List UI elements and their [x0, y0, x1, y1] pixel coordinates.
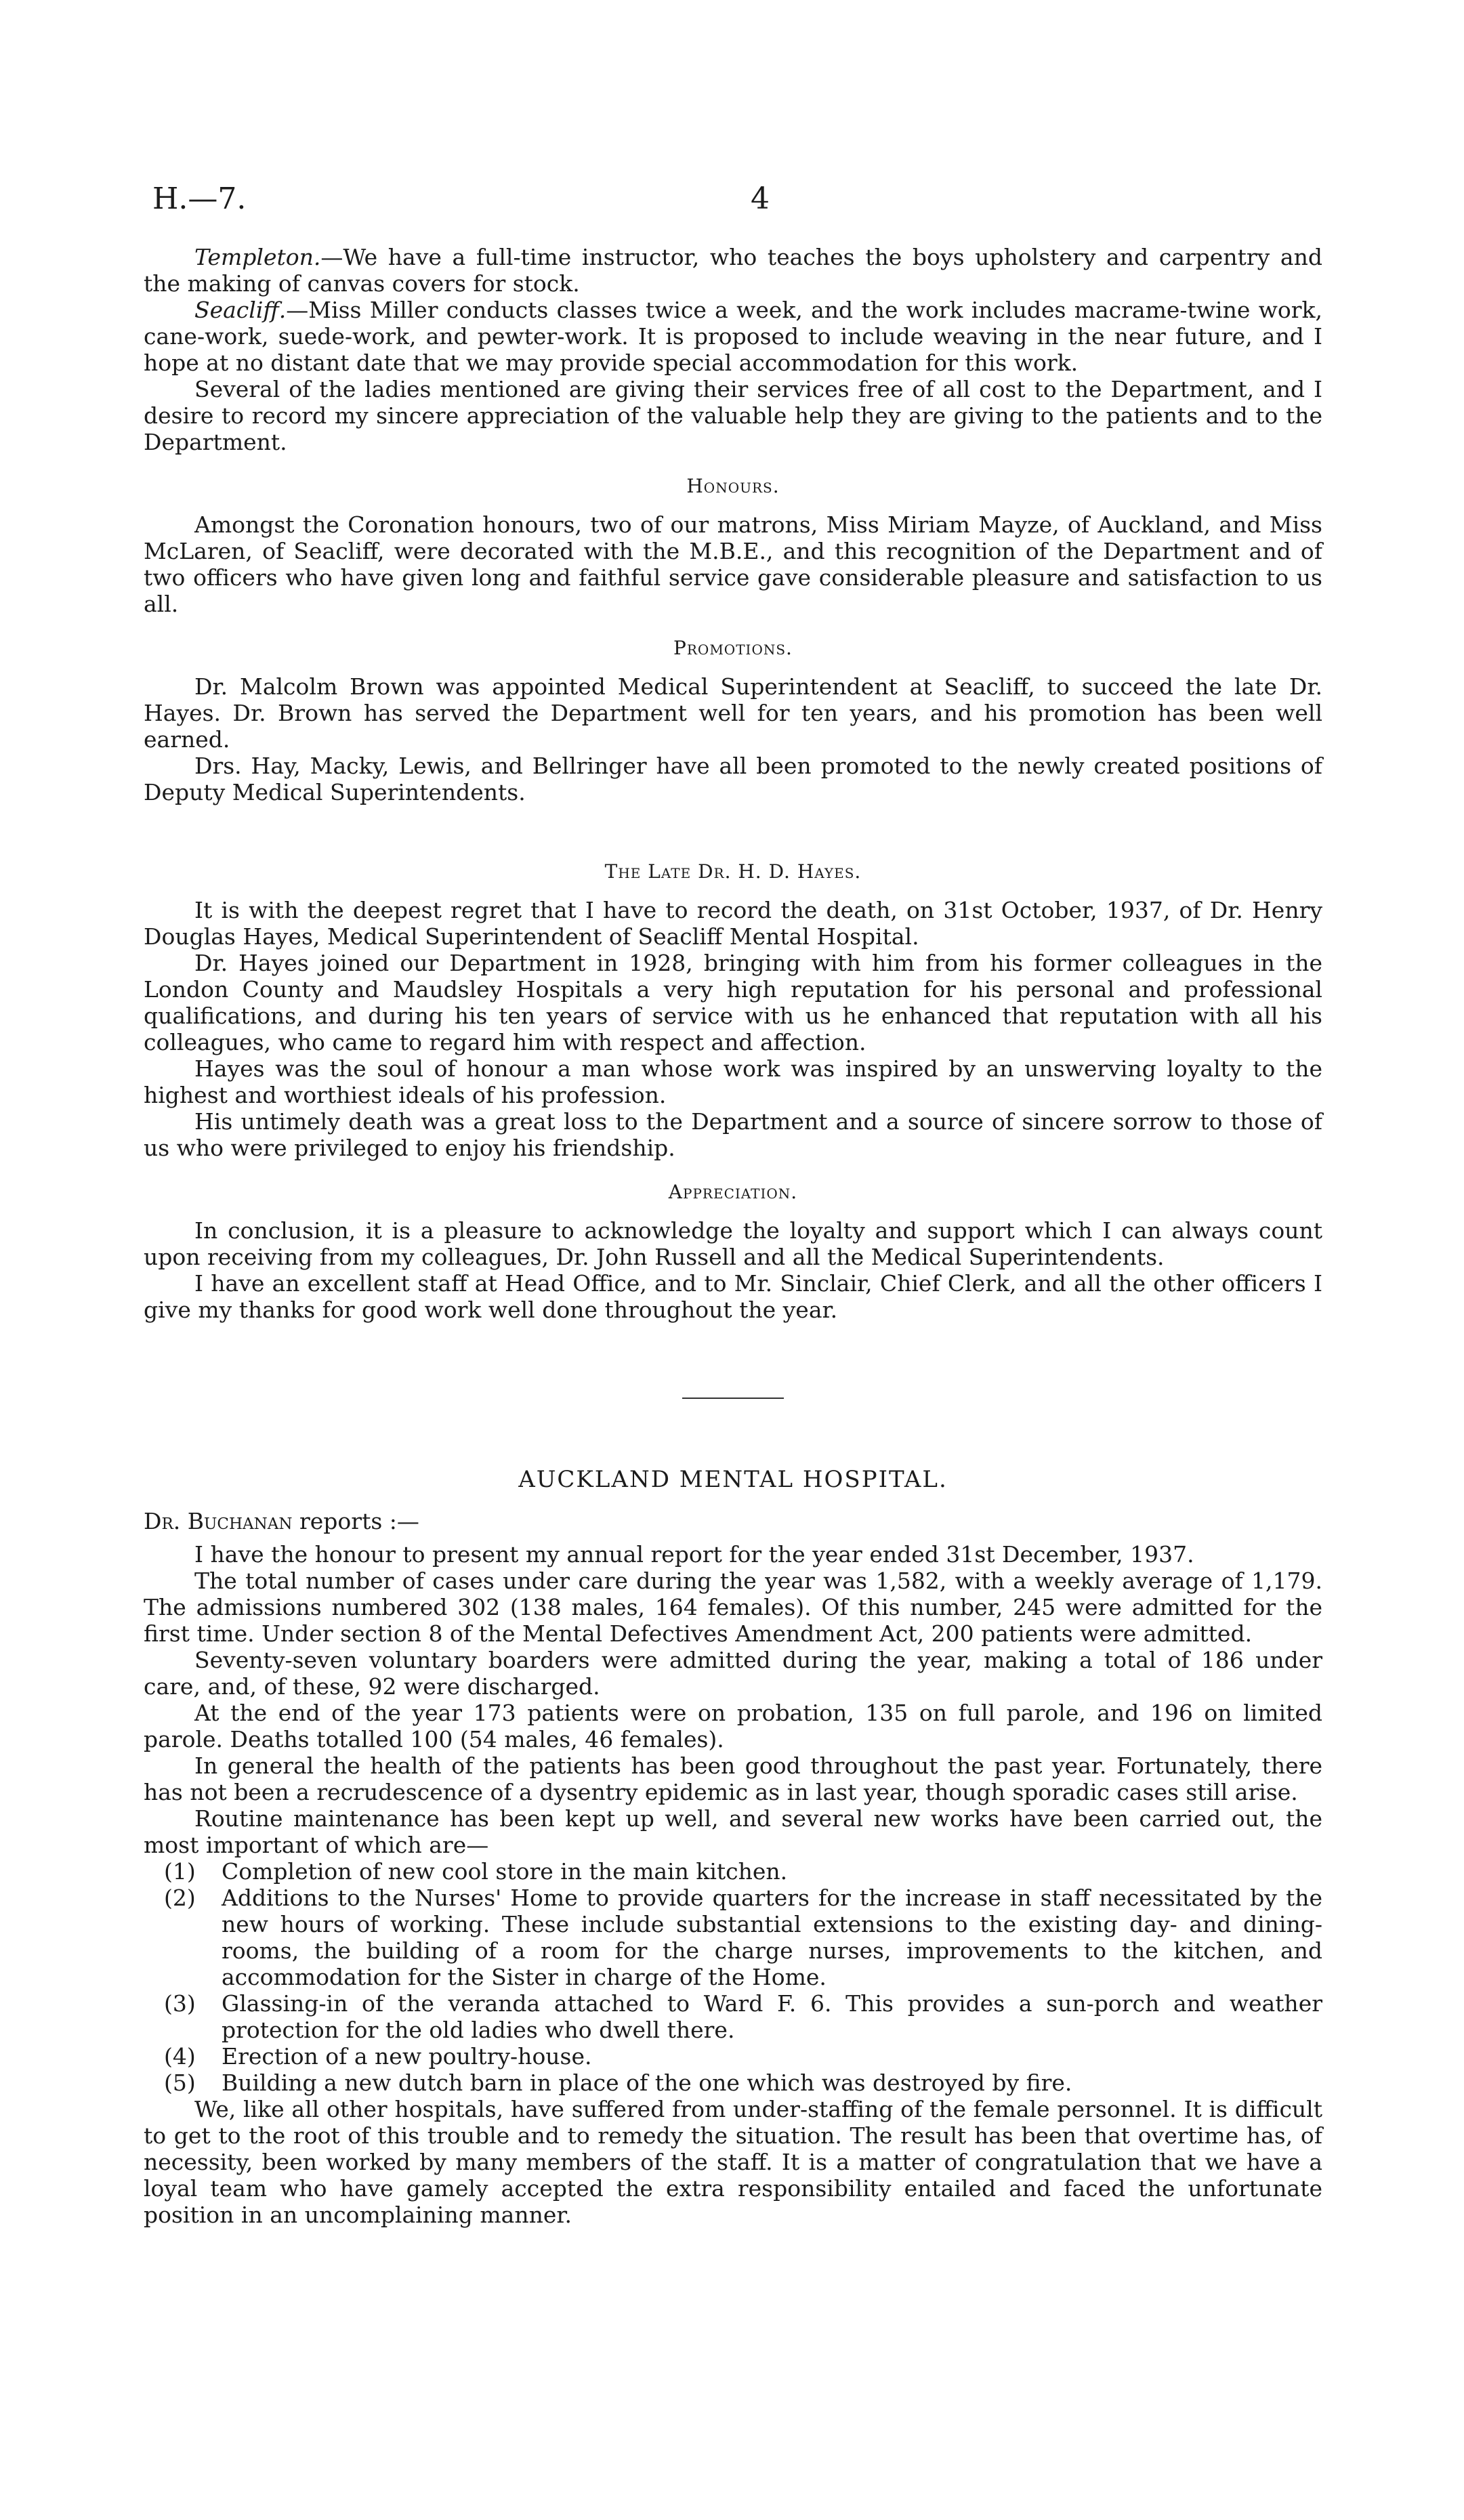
list-item-number: (5)	[164, 2070, 196, 2096]
report-reference: H.—7.	[152, 182, 247, 216]
section-heading: Honours.	[686, 475, 780, 497]
list-item-number: (3)	[164, 1990, 196, 2017]
occupational-therapy-section	[144, 244, 1322, 455]
paragraph: At the end of the year 173 patients were on probation, 135 on full parole, and 196 on limited parole. Deaths totalled 100 (54 males, 46 females).	[144, 1700, 1322, 1752]
paragraph: Several of the ladies mentioned are giving their services free of all cost to the Department, and I desire to record my sincere appreciation of the valuable help they are giving to the patients and to the Department.	[144, 376, 1322, 455]
spacer	[144, 805, 1322, 841]
section-heading: The Late Dr. H. D. Hayes.	[604, 860, 862, 883]
paragraph: In conclusion, it is a pleasure to acknowledge the loyalty and support which I can always count upon receiving from my colleagues, Dr. John Russell and all the Medical Superintendents.	[144, 1217, 1322, 1270]
promotions-section	[144, 635, 1322, 805]
paragraph: The total number of cases under care during the year was 1,582, with a weekly average of 1,179. The admissions numbered 302 (138 males, 164 females). Of this number, 245 were admitted for the first time. Under section 8 of the Mental Defectives Amendment Act, 200 patients were admitted.	[144, 1568, 1322, 1647]
honours-section	[144, 473, 1322, 617]
paragraph: Routine maintenance has been kept up well, and several new works have been carried out, the most important of which are—	[144, 1805, 1322, 1858]
paragraph-text: —We have a full-time instructor, who teaches the boys upholstery and carpentry and the making of canvas covers for stock.	[144, 244, 1322, 297]
list-item	[144, 2070, 1322, 2096]
byline	[144, 1508, 1322, 1534]
paragraph: In general the health of the patients has been good throughout the past year. Fortunately, there has not been a recrudescence of a dysentry epidemic as in last year, though sporadic cases still arise.	[144, 1752, 1322, 1805]
byline-text: reports :—	[292, 1508, 419, 1534]
paragraph-seacliff	[144, 297, 1322, 376]
appreciation-section	[144, 1179, 1322, 1323]
list-item	[144, 1885, 1322, 1990]
paragraph: Dr. Hayes joined our Department in 1928, bringing with him from his former colleagues in the London County and Maudsley Hospitals a very high reputation for his personal and professional qualifications, and during his ten years of service with us he enhanced that reputation with all his colleagues, who came to regard him with respect and affection.	[144, 950, 1322, 1055]
list-item	[144, 1858, 1322, 1885]
byline-name: Dr. Buchanan	[144, 1508, 293, 1534]
paragraph: His untimely death was a great loss to the Department and a source of sincere sorrow to those of us who were privileged to enjoy his friendship.	[144, 1108, 1322, 1161]
paragraph-lead: Templeton.	[194, 244, 321, 270]
page-body	[144, 244, 1322, 2228]
section-heading: AUCKLAND MENTAL HOSPITAL.	[518, 1466, 948, 1493]
paragraph: It is with the deepest regret that I have to record the death, on 31st October, 1937, of Dr. Henry Douglas Hayes, Medical Superintendent of Seacliff Mental Hospital.	[144, 897, 1322, 950]
paragraph: Amongst the Coronation honours, two of our matrons, Miss Miriam Mayze, of Auckland, and Miss McLaren, of Seacliff, were decorated with the M.B.E., and this recognition of the Department and of two officers who have given long and faithful service gave considerable pleasure and satisfaction to us all.	[144, 511, 1322, 617]
paragraph: Seventy-seven voluntary boarders were admitted during the year, making a total of 186 under care, and, of these, 92 were discharged.	[144, 1647, 1322, 1700]
list-item-number: (4)	[164, 2043, 196, 2070]
paragraph-templeton	[144, 244, 1322, 297]
list-item-text: Additions to the Nurses' Home to provide quarters for the increase in staff necessitated by the new hours of working. These include substantial extensions to the existing day- and dining-rooms, the building of a room for the charge nurses, improvements to the kitchen, and accommodation for the Sister in charge of the Home.	[222, 1885, 1322, 1990]
list-item-text: Erection of a new poultry-house.	[222, 2043, 592, 2070]
paragraph: Dr. Malcolm Brown was appointed Medical Superintendent at Seacliff, to succeed the late Dr. Hayes. Dr. Brown has served the Department well for ten years, and his promotion has been well earned.	[144, 673, 1322, 753]
list-item-number: (2)	[164, 1885, 196, 1911]
list-item-text: Glassing-in of the veranda attached to Ward F. 6. This provides a sun-porch and weather protection for the old ladies who dwell there.	[222, 1990, 1322, 2043]
paragraph: We, like all other hospitals, have suffered from under-staffing of the female personnel. It is difficult to get to the root of this trouble and to remedy the situation. The result has been that overtime has, of necessity, been worked by many members of the staff. It is a matter of congratulation that we have a loyal team who have gamely accepted the extra responsibility entailed and faced the unfortunate position in an uncomplaining manner.	[144, 2096, 1322, 2228]
page-number: 4	[751, 182, 770, 216]
auckland-section	[144, 1467, 1322, 2228]
list-item-number: (1)	[164, 1858, 196, 1885]
paragraph-text: —Miss Miller conducts classes twice a week, and the work includes macrame-twine work, cane-work, suede-work, and pewter-work. It is proposed to include weaving in the near future, and I hope at no distant date that we may provide special accommodation for this work.	[144, 297, 1322, 376]
list-item	[144, 1990, 1322, 2043]
paragraph: Hayes was the soul of honour a man whose work was inspired by an unswerving loyalty to the highest and worthiest ideals of his profession.	[144, 1055, 1322, 1108]
section-heading: Promotions.	[673, 637, 793, 659]
paragraph: I have the honour to present my annual report for the year ended 31st December, 1937.	[194, 1541, 1194, 1568]
works-list	[144, 1858, 1322, 2096]
late-hayes-section	[144, 858, 1322, 1161]
list-item	[144, 2043, 1322, 2070]
section-divider	[682, 1398, 784, 1399]
paragraph-lead: Seacliff.	[194, 297, 287, 323]
list-item-text: Building a new dutch barn in place of the one which was destroyed by fire.	[222, 2070, 1072, 2096]
list-item-text: Completion of new cool store in the main kitchen.	[222, 1858, 788, 1885]
section-heading: Appreciation.	[668, 1181, 798, 1203]
paragraph: I have an excellent staff at Head Office, and to Mr. Sinclair, Chief Clerk, and all the other officers I give my thanks for good work well done throughout the year.	[144, 1270, 1322, 1323]
paragraph: Drs. Hay, Macky, Lewis, and Bellringer have all been promoted to the newly created positions of Deputy Medical Superintendents.	[144, 753, 1322, 805]
